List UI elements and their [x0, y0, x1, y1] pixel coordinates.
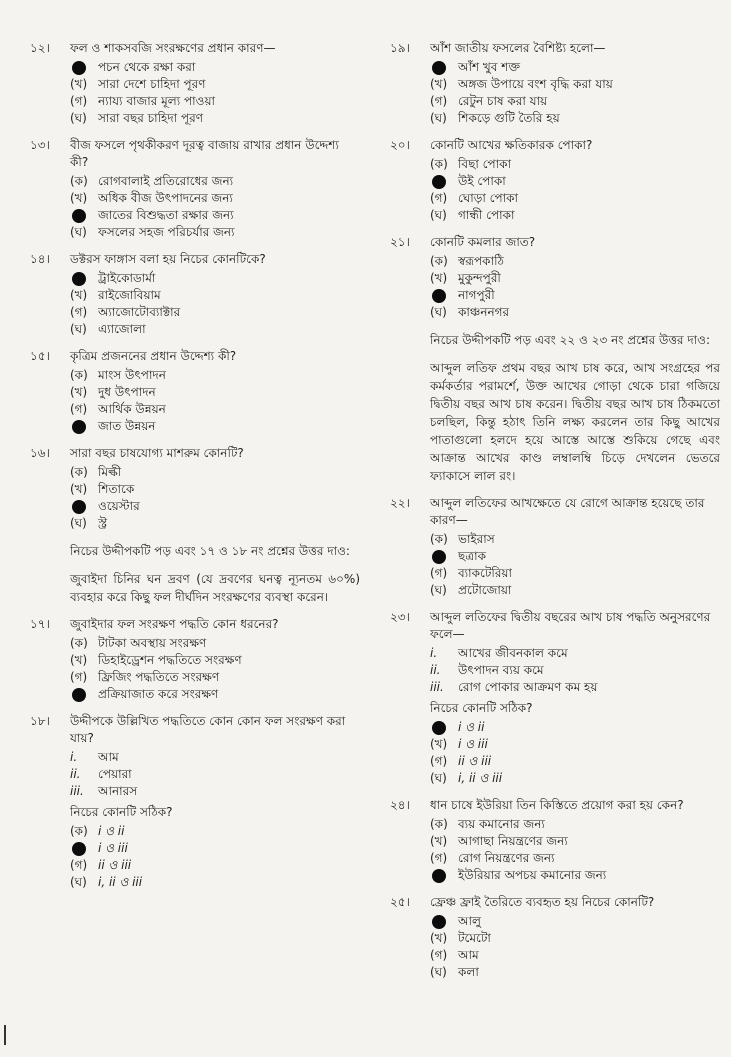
option-label: (খ): [70, 191, 88, 205]
option-item[interactable]: [70, 481, 360, 498]
question-number: ২৫।: [390, 895, 410, 909]
option-label: (খ): [70, 288, 88, 302]
option-list: [70, 823, 360, 891]
option-text: i, ii ও iii: [458, 771, 503, 785]
statement-label: iii.: [430, 680, 444, 694]
stimulus-instruction: নিচের উদ্দীপকটি পড় এবং ২২ ও ২৩ নং প্রশ্নের উত্তর দাও:: [430, 333, 710, 347]
option-text: ট্রাইকোডার্মা: [98, 271, 156, 285]
statement-item: [70, 766, 360, 783]
option-label: (ঘ): [430, 111, 447, 125]
option-text: i ও iii: [98, 841, 128, 855]
option-item[interactable]: [430, 156, 720, 173]
option-text: ঘোড়া পোকা: [458, 191, 518, 205]
option-item[interactable]: [430, 253, 720, 270]
option-list: [70, 173, 360, 241]
option-item[interactable]: [430, 190, 720, 207]
statement-label: iii.: [70, 784, 84, 798]
option-item[interactable]: [70, 635, 360, 652]
question-number: ২৪।: [390, 798, 410, 812]
answer-bubble-filled[interactable]: [432, 175, 446, 189]
option-item[interactable]: [430, 207, 720, 224]
option-text: ন্যায্য বাজার মূল্য পাওয়া: [98, 94, 216, 108]
stimulus-text: আব্দুল লতিফ প্রথম বছর আখ চাষ করে, আখ সংগ্রহের পর কর্মকর্তার পরামর্শে, উক্ত আখের গোড়া থেকে চারা গজিয়ে দ্বিতীয় বছর আখ চাষ করেন। দ্বিতীয় বছর আখ চাষ ঠিকমতো চলছিল, কিন্তু হঠাৎ তিনি লক্ষ্য করলেন তার কিছু আখের পাতাগুলো হলদে হয়ে আস্তে আস্তে শুকিয়ে গেছে এবং আক্রান্ত আখের কাণ্ড লম্বালম্বি চিড়ে দেখলেন ভেতরে ফ্যাকাসে লাল রং।: [430, 361, 720, 483]
option-label: (খ): [430, 931, 448, 945]
option-item[interactable]: [430, 110, 720, 127]
option-item[interactable]: [430, 93, 720, 110]
option-item[interactable]: [70, 59, 360, 76]
statement-item: [430, 679, 720, 696]
option-text: ব্যয় কমানোর জন্য: [458, 817, 545, 831]
option-item[interactable]: [430, 850, 720, 867]
option-item[interactable]: [430, 930, 720, 947]
option-label: (গ): [70, 94, 88, 108]
question-block: [30, 251, 360, 338]
statement-item: [430, 662, 720, 679]
option-item[interactable]: [430, 173, 720, 190]
option-item[interactable]: [70, 669, 360, 686]
option-text: স্ট্র: [98, 516, 108, 530]
option-label: (গ): [70, 858, 88, 872]
option-item[interactable]: [70, 190, 360, 207]
option-label: (ক): [70, 636, 88, 650]
option-text: টমেটো: [458, 931, 491, 945]
question-text: উদ্দীপকে উল্লিখিত পদ্ধতিতে কোন কোন ফল সংরক্ষণ করা যায়?: [70, 714, 346, 745]
stimulus-instruction: নিচের উদ্দীপকটি পড় এবং ১৭ ও ১৮ নং প্রশ্নের উত্তর দাও:: [70, 544, 350, 558]
option-label: (ঘ): [70, 322, 87, 336]
option-list: [70, 59, 360, 127]
question-text: সারা বছর চাষযোগ্য মাশরুম কোনটি?: [70, 446, 244, 460]
option-text: রোগ নিয়ন্ত্রণের জন্য: [458, 851, 555, 865]
option-text: সারা বছর চাহিদা পূরণ: [98, 111, 203, 125]
option-label: (গ): [70, 402, 88, 416]
question-text: ফ্রেঞ্চ ফ্রাই তৈরিতে ব্যবহৃত হয় নিচের কোনটি?: [430, 895, 655, 909]
option-text: মুকুন্দপুরী: [458, 271, 501, 285]
option-item[interactable]: [70, 823, 360, 840]
option-text: শিকড়ে গুটি তৈরি হয়: [458, 111, 560, 125]
answer-bubble-filled[interactable]: [432, 869, 446, 883]
question-block: [390, 40, 720, 127]
option-text: ব্যাকটেরিয়া: [458, 566, 512, 580]
option-label: (ঘ): [70, 225, 87, 239]
option-item[interactable]: [70, 652, 360, 669]
statement-list: [70, 749, 360, 800]
option-text: উই পোকা: [458, 174, 506, 188]
question-text: কৃত্রিম প্রজননের প্রধান উদ্দেশ্য কী?: [70, 349, 237, 363]
option-text: কাঞ্চননগর: [458, 305, 510, 319]
question-stem: নিচের কোনটি সঠিক?: [430, 701, 533, 715]
option-text: ii ও iii: [98, 858, 132, 872]
question-text: বীজ ফসলে পৃথকীকরণ দূরত্ব বাজায় রাখার প্রধান উদ্দেশ্য কী?: [70, 138, 339, 169]
question-text: ডক্টরস ফাঙ্গাস বলা হয় নিচের কোনটিকে?: [70, 252, 266, 266]
option-label: (ঘ): [430, 583, 447, 597]
option-text: স্বরূপকাঠি: [458, 254, 504, 268]
answer-bubble-filled[interactable]: [72, 842, 86, 856]
option-item[interactable]: [70, 207, 360, 224]
option-text: এ্যাজোলা: [98, 322, 146, 336]
option-item[interactable]: [430, 736, 720, 753]
option-item[interactable]: [430, 867, 720, 884]
option-label: (ঘ): [430, 305, 447, 319]
option-text: সারা দেশে চাহিদা পূরণ: [98, 77, 206, 91]
question-block: [30, 616, 360, 703]
option-label: (ঘ): [70, 111, 87, 125]
question-block: [30, 137, 360, 241]
option-label: (ক): [430, 817, 448, 831]
option-list: [430, 253, 720, 321]
statement-item: [70, 783, 360, 800]
option-label: (খ): [430, 271, 448, 285]
option-item[interactable]: [70, 270, 360, 287]
statement-label: ii.: [70, 767, 81, 781]
statement-text: রোগ পোকার আক্রমণ কম হয়: [458, 680, 598, 694]
question-text: ফল ও শাকসবজি সংরক্ষণের প্রধান কারণ—: [70, 41, 276, 55]
answer-bubble-filled[interactable]: [72, 209, 86, 223]
question-number: ২২।: [390, 496, 410, 510]
option-label: (খ): [430, 834, 448, 848]
option-label: (খ): [430, 77, 448, 91]
option-item[interactable]: [430, 582, 720, 599]
option-text: ছত্রাক: [458, 549, 486, 563]
option-label: (ক): [70, 824, 88, 838]
option-item[interactable]: [70, 321, 360, 338]
answer-bubble-filled[interactable]: [72, 61, 86, 75]
option-label: (ক): [70, 368, 88, 382]
question-number: ১৩।: [30, 138, 50, 152]
option-item[interactable]: [430, 531, 720, 548]
option-item[interactable]: [430, 76, 720, 93]
question-number: ১৫।: [30, 349, 50, 363]
statement-label: ii.: [430, 663, 441, 677]
statement-text: আখের জীবনকাল কমে: [458, 646, 568, 660]
option-label: (ক): [430, 157, 448, 171]
option-text: অ্যাজোটোব্যাক্টার: [98, 305, 181, 319]
option-label: (ঘ): [70, 516, 87, 530]
statement-label: i.: [70, 750, 78, 764]
question-block: [30, 445, 360, 532]
option-label: (গ): [430, 566, 448, 580]
option-label: (গ): [70, 670, 88, 684]
question-text: কোনটি কমলার জাত?: [430, 235, 536, 249]
statement-item: [430, 645, 720, 662]
option-item[interactable]: [70, 874, 360, 891]
option-text: ভাইরাস: [458, 532, 495, 546]
option-item[interactable]: [70, 110, 360, 127]
question-block: [390, 137, 720, 224]
option-item[interactable]: [70, 857, 360, 874]
option-label: (ক): [430, 532, 448, 546]
option-item[interactable]: [430, 964, 720, 981]
option-item[interactable]: [70, 367, 360, 384]
question-number: ২০।: [390, 138, 410, 152]
option-item[interactable]: [70, 76, 360, 93]
answer-bubble-filled[interactable]: [72, 272, 86, 286]
option-item[interactable]: [70, 93, 360, 110]
option-list: [70, 635, 360, 703]
option-list: [430, 156, 720, 224]
margin-mark: [4, 1025, 6, 1045]
option-text: আগাছা নিয়ন্ত্রণের জন্য: [458, 834, 568, 848]
option-item[interactable]: [70, 287, 360, 304]
option-item[interactable]: [430, 565, 720, 582]
option-label: (ঘ): [430, 771, 447, 785]
option-label: (গ): [430, 754, 448, 768]
option-text: টাটকা অবস্থায় সংরক্ষণ: [98, 636, 207, 650]
statement-text: আম: [98, 750, 119, 764]
option-label: (খ): [70, 653, 88, 667]
option-text: i ও iii: [458, 737, 488, 751]
question-block: [390, 495, 720, 599]
option-item[interactable]: [70, 224, 360, 241]
option-item[interactable]: [70, 384, 360, 401]
answer-bubble-filled[interactable]: [72, 500, 86, 514]
option-text: রোগবালাই প্রতিরোধের জন্য: [98, 174, 234, 188]
stimulus-text: জুবাইদা চিনির ঘন দ্রবণ (যে দ্রবণের ঘনত্ব ন্যূনতম ৬০%) ব্যবহার করে কিছু ফল দীর্ঘদিন সংরক্ষণের ব্যবস্থা করেন।: [70, 572, 360, 604]
option-list: [430, 816, 720, 884]
question-stem: নিচের কোনটি সঠিক?: [70, 805, 173, 819]
option-label: (খ): [70, 482, 88, 496]
option-list: [70, 270, 360, 338]
question-number: ১৪।: [30, 252, 50, 266]
question-block: [30, 348, 360, 435]
question-number: ১৬।: [30, 446, 50, 460]
question-number: ১৯।: [390, 41, 410, 55]
option-text: i ও ii: [458, 720, 485, 734]
question-number: ১২।: [30, 41, 50, 55]
option-list: [70, 464, 360, 532]
option-item[interactable]: [70, 498, 360, 515]
question-text: ধান চাষে ইউরিয়া তিন কিস্তিতে প্রয়োগ করা হয় কেন?: [430, 798, 684, 812]
option-text: অঙ্গজ উপায়ে বংশ বৃদ্ধি করা যায়: [458, 77, 613, 91]
option-item[interactable]: [430, 947, 720, 964]
option-text: অধিক বীজ উৎপাদনের জন্য: [98, 191, 233, 205]
option-label: (খ): [70, 77, 88, 91]
option-label: (গ): [430, 851, 448, 865]
statement-text: উৎপাদন ব্যয় কমে: [458, 663, 544, 677]
answer-bubble-filled[interactable]: [432, 915, 446, 929]
option-text: আঁশ খুব শক্ত: [458, 60, 521, 74]
statement-list: [430, 645, 720, 696]
option-item[interactable]: [70, 304, 360, 321]
option-text: জাতের বিশুদ্ধতা রক্ষার জন্য: [98, 208, 234, 222]
statement-text: আনারস: [98, 784, 138, 798]
question-block: [390, 894, 720, 981]
question-number: ১৮।: [30, 714, 50, 728]
question-text: আঁশ জাতীয় ফসলের বৈশিষ্ট্য হলো—: [430, 41, 606, 55]
option-item[interactable]: [70, 686, 360, 703]
option-text: আম: [458, 948, 479, 962]
option-text: দুধ উৎপাদন: [98, 385, 156, 399]
question-block: [30, 713, 360, 891]
question-text: আব্দুল লতিফের আখক্ষেতে যে রোগে আক্রান্ত হয়েছে তার কারণ—: [430, 496, 705, 527]
option-label: (ঘ): [430, 965, 447, 979]
answer-bubble-filled[interactable]: [432, 61, 446, 75]
question-block: [390, 609, 720, 787]
option-item[interactable]: [70, 840, 360, 857]
option-text: ওয়েস্টার: [98, 499, 140, 513]
answer-bubble-filled[interactable]: [72, 420, 86, 434]
question-block: [390, 797, 720, 884]
option-item[interactable]: [430, 753, 720, 770]
option-label: (গ): [430, 94, 448, 108]
question-block: [390, 234, 720, 321]
option-list: [430, 913, 720, 981]
option-label: (গ): [430, 191, 448, 205]
option-item[interactable]: [430, 59, 720, 76]
option-text: শিতাকে: [98, 482, 135, 496]
answer-bubble-filled[interactable]: [432, 289, 446, 303]
option-text: ফ্রিজিং পদ্ধতিতে সংরক্ষণ: [98, 670, 220, 684]
question-text: আব্দুল লতিফের দ্বিতীয় বছরের আখ চাষ পদ্ধতি অনুসরণের ফলে—: [430, 610, 711, 641]
option-list: [430, 719, 720, 787]
right-column: [390, 40, 720, 991]
option-text: রেটুন চাষ করা যায়: [458, 94, 548, 108]
statement-label: i.: [430, 646, 438, 660]
question-text: জুবাইদার ফল সংরক্ষণ পদ্ধতি কোন ধরনের?: [70, 617, 279, 631]
option-label: (ক): [70, 174, 88, 188]
option-item[interactable]: [430, 816, 720, 833]
statement-text: পেয়ারা: [98, 767, 132, 781]
option-list: [70, 367, 360, 435]
option-text: ইউরিয়ার অপচয় কমানোর জন্য: [458, 868, 607, 882]
option-text: মাংস উৎপাদন: [98, 368, 166, 382]
option-text: গান্ধী পোকা: [458, 208, 515, 222]
option-item[interactable]: [430, 719, 720, 736]
option-text: ডিহাইড্রেশন পদ্ধতিতে সংরক্ষণ: [98, 653, 242, 667]
option-text: জাত উন্নয়ন: [98, 419, 156, 433]
option-text: ফসলের সহজ পরিচর্যার জন্য: [98, 225, 235, 239]
option-label: (গ): [430, 948, 448, 962]
option-text: প্রক্রিয়াজাত করে সংরক্ষণ: [98, 687, 219, 701]
option-text: আর্থিক উন্নয়ন: [98, 402, 166, 416]
option-label: (ক): [430, 254, 448, 268]
option-text: i ও ii: [98, 824, 125, 838]
option-text: আলু: [458, 914, 481, 928]
option-label: (খ): [70, 385, 88, 399]
answer-bubble-filled[interactable]: [432, 550, 446, 564]
option-item[interactable]: [70, 464, 360, 481]
option-text: i, ii ও iii: [98, 875, 143, 889]
option-label: (ঘ): [430, 208, 447, 222]
option-item[interactable]: [430, 770, 720, 787]
option-item[interactable]: [430, 833, 720, 850]
question-block: [30, 40, 360, 127]
option-text: ii ও iii: [458, 754, 492, 768]
option-item[interactable]: [70, 401, 360, 418]
question-number: ২১।: [390, 235, 410, 249]
question-number: ২৩।: [390, 610, 410, 624]
option-text: বিছা পোকা: [458, 157, 512, 171]
option-text: নাগপুরী: [458, 288, 495, 302]
question-number: ১৭।: [30, 617, 50, 631]
option-item[interactable]: [430, 270, 720, 287]
option-label: (ক): [70, 465, 88, 479]
option-item[interactable]: [430, 913, 720, 930]
option-list: [430, 531, 720, 599]
statement-item: [70, 749, 360, 766]
option-item[interactable]: [70, 418, 360, 435]
option-label: (ঘ): [70, 875, 87, 889]
option-text: কলা: [458, 965, 479, 979]
option-list: [430, 59, 720, 127]
option-text: রাইজোবিয়াম: [98, 288, 161, 302]
option-label: (গ): [70, 305, 88, 319]
option-text: মিল্কী: [98, 465, 122, 479]
option-item[interactable]: [430, 548, 720, 565]
option-text: প্রটোজোয়া: [458, 583, 512, 597]
answer-bubble-filled[interactable]: [72, 688, 86, 702]
option-text: পচন থেকে রক্ষা করা: [98, 60, 196, 74]
answer-bubble-filled[interactable]: [432, 721, 446, 735]
option-item[interactable]: [70, 173, 360, 190]
option-label: (খ): [430, 737, 448, 751]
question-text: কোনটি আখের ক্ষতিকারক পোকা?: [430, 138, 593, 152]
option-item[interactable]: [430, 287, 720, 304]
left-column: [30, 40, 360, 901]
option-item[interactable]: [430, 304, 720, 321]
option-item[interactable]: [70, 515, 360, 532]
